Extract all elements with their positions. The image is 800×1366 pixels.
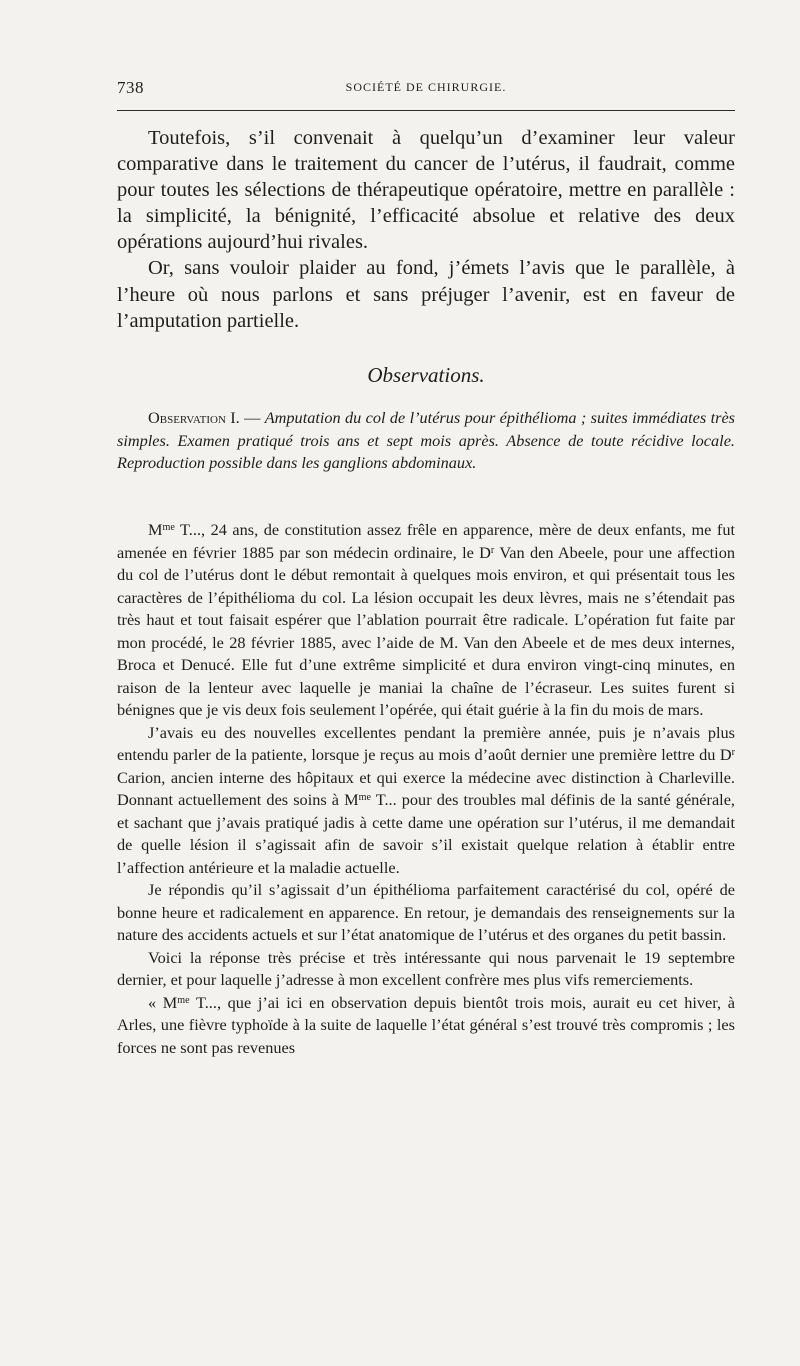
observation-body	[117, 519, 735, 1059]
body-paragraph-2: J’avais eu des nouvelles excellentes pendant la première année, puis je n’avais plus entendu parler de la patiente, lorsque je reçus au mois d’août dernier une première lettre du $D^r$ Carion, ancien interne des hôpitaux et qui exerce la médecine avec distinction à Charleville. Donnant actuellement des soins à $M^{me}$ T... pour des troubles mal définis de la santé générale, et sachant que j’avais pratiqué jadis à cette dame une opération sur l’utérus, il me demandait de quelle lésion il s’agissait afin de savoir s’il existait quelque relation à établir entre l’affection antérieure et la maladie actuelle.	[117, 722, 735, 877]
intro-paragraph-2: Or, sans vouloir plaider au fond, j’émets l’avis que le parallèle, à l’heure où nous parlons et sans préjuger l’avenir, est en faveur de l’amputation partielle.	[117, 257, 735, 332]
intro-text	[117, 125, 735, 334]
section-title: Observations.	[367, 363, 485, 387]
page-header	[117, 78, 735, 98]
running-head: SOCIÉTÉ DE CHIRURGIE.	[345, 80, 507, 94]
body-paragraph-3: Je répondis qu’il s’agissait d’un épithélioma parfaitement caractérisé du col, opéré de bonne heure et radicalement en apparence. En retour, je demandais des renseignements sur la nature des accidents actuels et sur l’état anatomique de l’utérus et des organes du petit bassin.	[117, 880, 735, 944]
header-rule	[117, 110, 735, 111]
body-paragraph-4: Voici la réponse très précise et très intéressante qui nous parvenait le 19 septembre dernier, et pour laquelle j’adresse à mon excellent confrère mes plus vifs remerciements.	[117, 947, 735, 989]
body-paragraph-1: $M^{me}$ T..., 24 ans, de constitution assez frêle en apparence, mère de deux enfants, me fut amenée en février 1885 par son médecin ordinaire, le $D^r$ Van den Abeele, pour une affection du col de l’utérus dont le début remontait à quelques mois environ, et qui présentait tous les caractères de l’épithélioma du col. La lésion occupait les deux lèvres, mais ne s’étendait pas très haut et tout faisait espérer que l’ablation pourrait être radicale. L’opération fut faite par mon procédé, le 28 février 1885, avec l’aide de M. Van den Abeele et de mes deux internes, Broca et Denucé. Elle fut d’une extrême simplicité et dura environ vingt-cinq minutes, en raison de la lenteur avec laquelle je maniai la chaîne de l’écraseur. Les suites furent si bénignes que je vis deux fois seulement l’opérée, qui était guérie à la fin du mois de mars.	[117, 520, 735, 719]
observation-dash: —	[239, 408, 265, 427]
page-number: 738	[117, 78, 144, 97]
observation-label: Observation I.	[148, 408, 240, 427]
observation-heading	[117, 407, 735, 475]
observation-title: Amputation du col de l’utérus pour épithélioma ; suites immédiates très simples. Examen pratiqué trois ans et sept mois après. Absence de toute récidive locale. Reproduction possible dans les ganglions abdominaux.	[117, 408, 736, 472]
intro-paragraph-1: Toutefois, s’il convenait à quelqu’un d’examiner leur valeur comparative dans le traitement du cancer de l’utérus, il faudrait, comme pour toutes les sélections de thérapeutique opératoire, mettre en parallèle : la simplicité, la bénignité, l’efficacité absolue et relative des deux opérations aujourd’hui rivales.	[117, 127, 735, 254]
body-paragraph-5: « $M^{me}$ T..., que j’ai ici en observation depuis bientôt trois mois, aurait eu cet hiver, à Arles, une fièvre typhoïde à la suite de laquelle l’état général s’est trouvé très compromis ; les forces ne sont pas revenues	[117, 992, 735, 1057]
